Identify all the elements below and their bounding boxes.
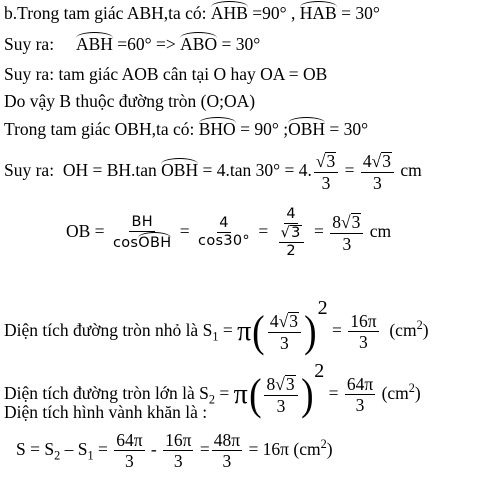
line-11: $S = S_2 - S_1$ = $\frac{64\pi}{3}$ - $\frac{16\pi}{3}$ = $\frac{48\pi}{3}$ = 16π $(cm^2)$ [16, 429, 333, 472]
fraction-4sqrt3-over-3: 4 √ 3 3 [268, 312, 301, 352]
fraction-4sqrt3-over-3: 4 √ 3 3 [361, 152, 394, 192]
line-10: Diện tích hình vành khăn là : [4, 402, 208, 422]
fraction-sqrt3-over-3: √ 3 3 [314, 152, 338, 192]
angle-obh: OBH [161, 160, 199, 180]
angle-bho: BHO [198, 119, 236, 139]
line-9: Diện tích đường tròn lớn là $S_2 = \pi$( 8 √ 3 3 )2 = $\frac{64\pi}{3}$ $(cm^2)$ [4, 360, 421, 419]
line-6: Suy ra: OH = BH.tan OBH = 4.tan 30° = 4. √ 3 3 = 4 √ 3 3 cm [4, 151, 422, 193]
fraction-64pi-over-3: $\frac{64\pi}{3}$ [116, 429, 143, 472]
line-7: OB = $\frac{BH}{\text{cosOBH}}$ = $\frac{4}{\cos 30^\circ}$ = 4 √ 3 2 = 8 √ 3 3 cm [66, 206, 392, 259]
line-5: Trong tam giác OBH,ta có: BHO = 90° ;OBH = 30° [4, 119, 369, 139]
angle-abh: ABH [75, 34, 113, 54]
line-3: Suy ra: tam giác AOB cân tại O hay OA = OB [4, 64, 328, 84]
angle-hab: HAB [299, 3, 337, 23]
fraction-4-over-cos30: $\frac{4}{\cos 30^\circ}$ [198, 215, 250, 250]
fraction-4-over-sqrt3-half: 4 √ 3 2 [275, 207, 308, 259]
line-4: Do vậy B thuộc đường tròn (O;OA) [4, 91, 256, 111]
line-8: Diện tích đường tròn nhỏ là $S_1 = \pi$( 4 √ 3 3 )2 = $\frac{16\pi}{3}$ $(cm^2)$ [4, 297, 429, 356]
fraction-8sqrt3-over-3: 8 √ 3 3 [264, 375, 297, 415]
fraction-48pi-over-3: $\frac{48\pi}{3}$ [213, 429, 241, 472]
angle-ahb: AHB [210, 3, 248, 23]
fraction-bh-over-cos: $\frac{BH}{\text{cosOBH}}$ [112, 213, 172, 251]
line-1: b.Trong tam giác ABH,ta có: AHB =90° , HAB = 30° [4, 3, 380, 23]
line-2: Suy ra: ABH =60° => ABO = 30° [4, 34, 261, 54]
fraction-16pi-over-3: $\frac{16\pi}{3}$ [165, 429, 192, 472]
fraction-64pi-over-3: $\frac{64\pi}{3}$ [346, 374, 374, 416]
angle-abo: ABO [180, 34, 218, 54]
fraction-8sqrt3-over-3: 8 √ 3 3 [330, 213, 363, 253]
angle-obh: OBH [288, 119, 326, 139]
fraction-16pi-over-3: $\frac{16\pi}{3}$ [350, 311, 377, 353]
